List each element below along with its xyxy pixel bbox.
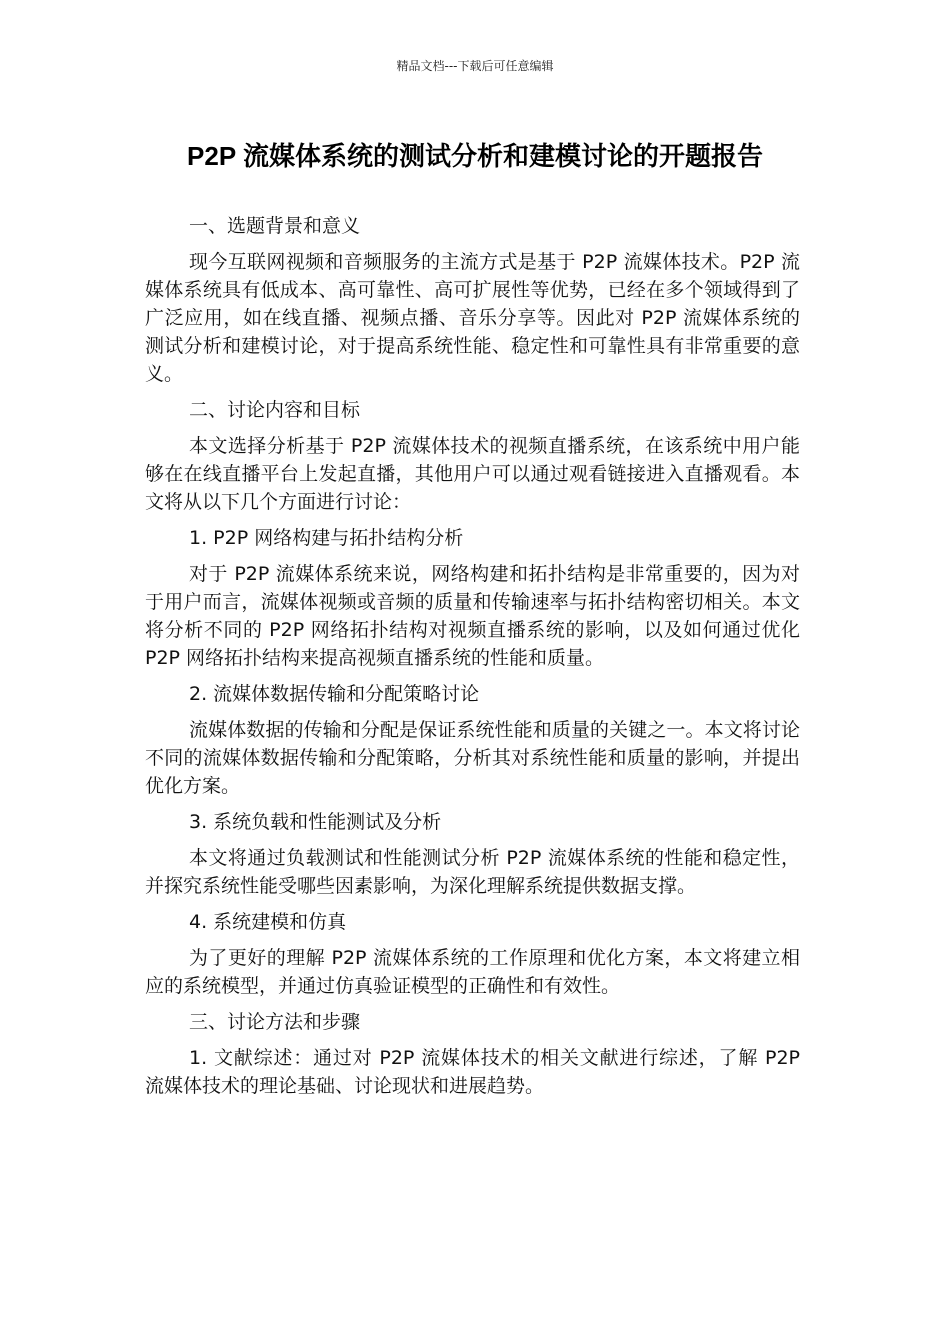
paragraph-background: 现今互联网视频和音频服务的主流方式是基于 P2P 流媒体技术。P2P 流媒体系统具有低成本、高可靠性、高可扩展性等优势，已经在多个领域得到了广泛应用，如在线直播、视频点播、音乐分享等。因此对 P2P 流媒体系统的测试分析和建模讨论，对于提高系统性能、稳定性和可靠性具有非常重要的意义。 xyxy=(145,251,800,385)
document-body xyxy=(145,212,800,1108)
paragraph-load-testing: 本文将通过负载测试和性能测试分析 P2P 流媒体系统的性能和稳定性，并探究系统性能受哪些因素影响，为深化理解系统提供数据支撑。 xyxy=(145,847,800,897)
paragraph-topology: 对于 P2P 流媒体系统来说，网络构建和拓扑结构是非常重要的，因为对于用户而言，流媒体视频或音频的质量和传输速率与拓扑结构密切相关。本文将分析不同的 P2P 网络拓扑结构对视频直播系统的影响，以及如何通过优化 P2P 网络拓扑结构来提高视频直播系统的性能和质量。 xyxy=(145,563,800,669)
paragraph-data-transfer: 流媒体数据的传输和分配是保证系统性能和质量的关键之一。本文将讨论不同的流媒体数据传输和分配策略，分析其对系统性能和质量的影响，并提出优化方案。 xyxy=(145,719,800,797)
paragraph-methods-step1: 1. 文献综述：通过对 P2P 流媒体技术的相关文献进行综述，了解 P2P 流媒体技术的理论基础、讨论现状和进展趋势。 xyxy=(145,1047,800,1097)
section-heading-methods: 三、讨论方法和步骤 xyxy=(189,1011,361,1033)
document-title: P2P 流媒体系统的测试分析和建模讨论的开题报告 xyxy=(187,141,763,171)
subheading-topology: 1. P2P 网络构建与拓扑结构分析 xyxy=(189,527,464,549)
paragraph-content-intro: 本文选择分析基于 P2P 流媒体技术的视频直播系统，在该系统中用户能够在在线直播平台上发起直播，其他用户可以通过观看链接进入直播观看。本文将从以下几个方面进行讨论： xyxy=(145,435,800,513)
section-heading-background: 一、选题背景和意义 xyxy=(189,215,361,237)
paragraph-modeling: 为了更好的理解 P2P 流媒体系统的工作原理和优化方案，本文将建立相应的系统模型，并通过仿真验证模型的正确性和有效性。 xyxy=(145,947,800,997)
subheading-load-testing: 3. 系统负载和性能测试及分析 xyxy=(189,811,442,833)
subheading-modeling: 4. 系统建模和仿真 xyxy=(189,911,347,933)
subheading-data-transfer: 2. 流媒体数据传输和分配策略讨论 xyxy=(189,683,480,705)
page-header-note: 精品文档---下载后可任意编辑 xyxy=(396,59,554,73)
section-heading-content: 二、讨论内容和目标 xyxy=(189,399,361,421)
